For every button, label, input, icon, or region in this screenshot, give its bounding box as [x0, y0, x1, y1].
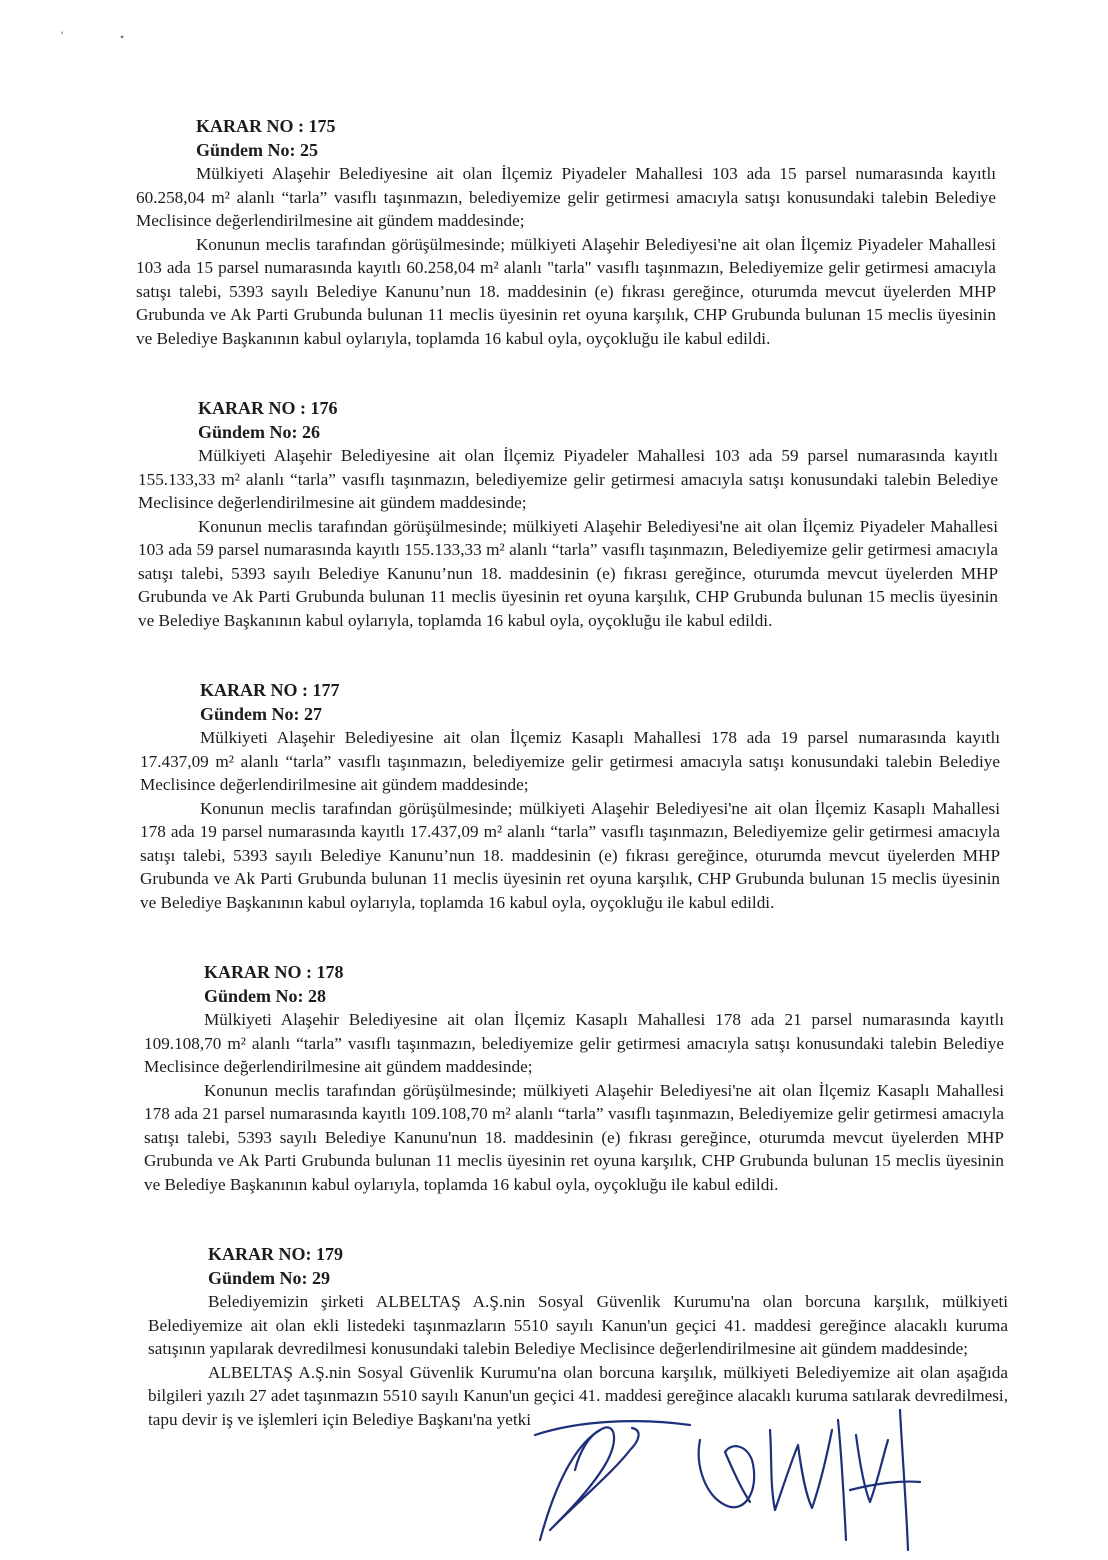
scan-mark: ’ [60, 28, 64, 42]
decision-paragraph: Konunun meclis tarafından görüşülmesinde; mülkiyeti Alaşehir Belediyesi'ne ait olan İlçemiz Kasaplı Mahallesi 178 ada 19 parsel numarasında kayıtlı 17.437,09 m² alanlı “tarla” vasıflı taşınmazın, Belediyemize gelir getirmesi amacıyla satışı talebi, 5393 sayılı Belediye Kanunu’nun 18. maddesinin (e) fıkrası gereğince, oturumda mevcut üyelerden MHP Grubunda ve Ak Parti Grubunda bulunan 11 meclis üyesinin ret oyuna karşılık, CHP Grubunda bulunan 15 meclis üyesinin ve Belediye Başkanının kabul oylarıyla, toplamda 16 kabul oyla, oyçokluğu ile kabul edildi. [140, 798, 1000, 912]
agenda-paragraph: Mülkiyeti Alaşehir Belediyesine ait olan İlçemiz Kasaplı Mahallesi 178 ada 21 parsel numarasında kayıtlı 109.108,70 m² alanlı “tarla” vasıflı taşınmazın, belediyemize gelir getirmesi amacıyla satışı konusundaki talebin Belediye Meclisince değerlendirilmesine ait gündem maddesinde; [144, 1010, 1004, 1076]
karar-title: KARAR NO : 176 [198, 398, 338, 418]
agenda-paragraph: Belediyemizin şirketi ALBELTAŞ A.Ş.nin Sosyal Güvenlik Kurumu'na olan borcuna karşılık, mülkiyeti Belediyemize ait olan ekli listedeki taşınmazların 5510 sayılı Kanun'un geçici 41. maddesi gereğince alacaklı kuruma satışının yapılarak devredilmesi konusundaki talebin Belediye Meclisince değerlendirilmesine ait gündem maddesinde; [148, 1292, 1008, 1358]
karar-title: KARAR NO : 177 [200, 680, 340, 700]
gundem-number: Gündem No: 27 [200, 704, 323, 724]
decision-175 [136, 114, 996, 350]
decision-paragraph: ALBELTAŞ A.Ş.nin Sosyal Güvenlik Kurumu'na olan borcuna karşılık, mülkiyeti Belediyemize ait olan aşağıda bilgileri yazılı 27 adet taşınmazın 5510 sayılı Kanun'un geçici 41. maddesi gereğince alacaklı kuruma satılarak devredilmesi, tapu devir iş ve işlemleri için Belediye Başkanı'na yetki [148, 1362, 1008, 1429]
karar-title: KARAR NO : 178 [204, 962, 344, 982]
karar-title: KARAR NO: 179 [208, 1244, 343, 1264]
decision-178 [144, 960, 1004, 1196]
decision-paragraph: Konunun meclis tarafından görüşülmesinde; mülkiyeti Alaşehir Belediyesi'ne ait olan İlçemiz Kasaplı Mahallesi 178 ada 21 parsel numarasında kayıtlı 109.108,70 m² alanlı “tarla” vasıflı taşınmazın, Belediyemize gelir getirmesi amacıyla satışı talebi, 5393 sayılı Belediye Kanunu'nun 18. maddesinin (e) fıkrası gereğince, oturumda mevcut üyelerden MHP Grubunda ve Ak Parti Grubunda bulunan 11 meclis üyesinin ret oyuna karşılık, CHP Grubunda bulunan 15 meclis üyesinin ve Belediye Başkanının kabul oylarıyla, toplamda 16 kabul oyla, oyçokluğu ile kabul edildi. [144, 1080, 1004, 1194]
agenda-paragraph: Mülkiyeti Alaşehir Belediyesine ait olan İlçemiz Piyadeler Mahallesi 103 ada 59 parsel numarasında kayıtlı 155.133,33 m² alanlı “tarla” vasıflı taşınmazın, belediyemize gelir getirmesi amacıyla satışı konusundaki talebin Belediye Meclisince değerlendirilmesine ait gündem maddesinde; [138, 446, 998, 512]
agenda-paragraph: Mülkiyeti Alaşehir Belediyesine ait olan İlçemiz Piyadeler Mahallesi 103 ada 15 parsel numarasında kayıtlı 60.258,04 m² alanlı “tarla” vasıflı taşınmazın, belediyemize gelir getirmesi amacıyla satışı konusundaki talebin Belediye Meclisince değerlendirilmesine ait gündem maddesinde; [136, 164, 996, 230]
gundem-number: Gündem No: 26 [198, 422, 321, 442]
decision-paragraph: Konunun meclis tarafından görüşülmesinde; mülkiyeti Alaşehir Belediyesi'ne ait olan İlçemiz Piyadeler Mahallesi 103 ada 15 parsel numarasında kayıtlı 60.258,04 m² alanlı "tarla" vasıflı taşınmazın, Belediyemize gelir getirmesi amacıyla satışı talebi, 5393 sayılı Belediye Kanunu’nun 18. maddesinin (e) fıkrası gereğince, oturumda mevcut üyelerden MHP Grubunda ve Ak Parti Grubunda bulunan 11 meclis üyesinin ret oyuna karşılık, CHP Grubunda bulunan 15 meclis üyesinin ve Belediye Başkanının kabul oylarıyla, toplamda 16 kabul oyla, oyçokluğu ile kabul edildi. [136, 234, 996, 348]
decision-176 [138, 396, 998, 632]
handwritten-signature [520, 1390, 940, 1560]
gundem-number: Gündem No: 25 [196, 140, 319, 160]
karar-title: KARAR NO : 175 [196, 116, 336, 136]
gundem-number: Gündem No: 28 [204, 986, 327, 1006]
gundem-number: Gündem No: 29 [208, 1268, 331, 1288]
scan-mark: • [120, 30, 125, 44]
decision-paragraph: Konunun meclis tarafından görüşülmesinde; mülkiyeti Alaşehir Belediyesi'ne ait olan İlçemiz Piyadeler Mahallesi 103 ada 59 parsel numarasında kayıtlı 155.133,33 m² alanlı “tarla” vasıflı taşınmazın, Belediyemize gelir getirmesi amacıyla satışı talebi, 5393 sayılı Belediye Kanunu’nun 18. maddesinin (e) fıkrası gereğince, oturumda mevcut üyelerden MHP Grubunda ve Ak Parti Grubunda bulunan 11 meclis üyesinin ret oyuna karşılık, CHP Grubunda bulunan 15 meclis üyesinin ve Belediye Başkanının kabul oylarıyla, toplamda 16 kabul oyla, oyçokluğu ile kabul edildi. [138, 516, 998, 630]
decision-177 [140, 678, 1000, 914]
agenda-paragraph: Mülkiyeti Alaşehir Belediyesine ait olan İlçemiz Kasaplı Mahallesi 178 ada 19 parsel numarasında kayıtlı 17.437,09 m² alanlı “tarla” vasıflı taşınmazın, belediyemize gelir getirmesi amacıyla satışı konusundaki talebin Belediye Meclisince değerlendirilmesine ait gündem maddesinde; [140, 728, 1000, 794]
